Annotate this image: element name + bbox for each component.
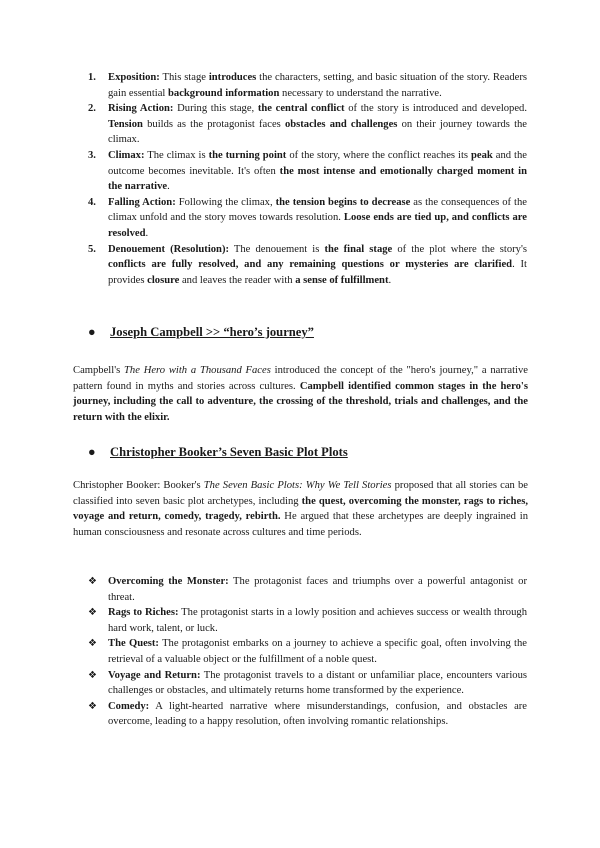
stage-bold-text: Loose ends are tied up, and conflicts are resolved	[108, 212, 527, 239]
stage-text: This stage	[159, 72, 209, 83]
stage-text: and the outcome becomes inevitable. It's often	[108, 149, 527, 177]
booker-heading	[88, 444, 348, 460]
stage-number: 2.	[88, 103, 96, 115]
stage-text: of the story is introduced and developed.	[344, 103, 528, 115]
plot-description: The protagonist faces and triumphs over a powerful antagonist or threat.	[108, 576, 527, 603]
plot-description: The protagonist starts in a lowly position and achieves success or wealth through hard work, talent, or luck.	[108, 607, 527, 634]
stage-text: The climax is	[144, 149, 209, 161]
stage-title: Rising Action:	[108, 103, 174, 115]
stage-text: necessary to understand the narrative.	[279, 87, 442, 99]
stage-text: on their journey towards the climax.	[108, 118, 528, 146]
stage-bold-text: the final stage	[324, 243, 393, 255]
plot-description: The protagonist travels to a distant or unfamiliar place, encounters various challenges or obstacles, and ultimately returns home transformed by the experience.	[108, 669, 527, 697]
bullet-icon: ●	[88, 325, 96, 339]
stage-text: and leaves the reader with	[179, 274, 296, 286]
stage-bold-text: a sense of fulfillment	[295, 274, 389, 286]
campbell-paragraph	[73, 363, 528, 425]
stage-bold-text: the turning point	[208, 149, 287, 161]
campbell-heading	[88, 324, 314, 340]
stage-item	[86, 70, 527, 101]
stage-text: . It provides	[108, 259, 527, 286]
campbell-heading-text: Joseph Campbell >> “hero’s journey”	[110, 325, 314, 339]
plot-item	[86, 699, 527, 730]
stage-item	[86, 101, 527, 148]
campbell-bold-text: Campbell identified common stages in the hero's journey, including the call to adventure, the crossing of the threshold, trials and challenges, and the return with the elixir.	[73, 380, 528, 423]
stage-text: Following the climax,	[175, 196, 276, 208]
booker-text: He argued that these archetypes are deeply ingrained in human consciousness and resonate across cultures and time periods.	[73, 511, 528, 538]
stage-title: Climax:	[108, 149, 145, 161]
stage-text: as the consequences of the climax unfold and the story moves towards resolution.	[108, 196, 527, 224]
plot-item	[86, 636, 527, 667]
stage-text: .	[145, 227, 149, 239]
stage-number: 1.	[88, 72, 96, 83]
stage-text: builds as the protagonist faces	[142, 118, 285, 130]
diamond-bullet-icon: ❖	[88, 700, 97, 712]
stage-bold-text: the most intense and emotionally charged moment in the narrative	[108, 165, 527, 193]
plot-item	[86, 574, 527, 605]
stage-number: 5.	[88, 243, 96, 255]
bullet-icon: ●	[88, 445, 96, 459]
plot-title: Overcoming the Monster:	[108, 576, 229, 587]
stage-item	[86, 148, 527, 195]
stage-text: .	[167, 181, 170, 193]
stage-title: Denouement (Resolution):	[108, 243, 230, 255]
booker-text: proposed that all stories can be classified into seven basic plot archetypes, including	[73, 480, 528, 507]
diamond-bullet-icon: ❖	[88, 638, 97, 650]
stage-bold-text: background information	[168, 87, 280, 99]
plot-item	[86, 668, 527, 699]
stage-bold-text: closure	[147, 274, 180, 286]
plot-title: The Quest:	[108, 638, 159, 650]
plot-description: The protagonist embarks on a journey to achieve a specific goal, often involving the retrieval of a valuable object or the fulfillment of a noble quest.	[108, 638, 527, 665]
plot-title: Rags to Riches:	[108, 607, 179, 619]
plot-stages-list	[86, 70, 527, 288]
stage-bold-text: introduces	[208, 72, 257, 83]
stage-item	[86, 195, 527, 242]
diamond-bullet-icon: ❖	[88, 669, 97, 681]
plot-title: Voyage and Return:	[108, 669, 201, 681]
stage-text: During this stage,	[173, 103, 258, 115]
stage-bold-text: conflicts are fully resolved, and any remaining questions or mysteries are clarified	[108, 259, 513, 271]
booker-text: Christopher Booker: Booker's	[73, 480, 204, 491]
plot-title: Comedy:	[108, 700, 150, 712]
plot-item	[86, 605, 527, 636]
stage-bold-text: obstacles and challenges	[284, 118, 398, 130]
campbell-text: introduced the concept of the "hero's journey," a narrative pattern found in myths and stories across cultures.	[73, 365, 528, 392]
stage-text: of the story, where the conflict reaches its	[286, 149, 471, 161]
basic-plots-list	[86, 574, 527, 730]
stage-text: The denouement is	[229, 243, 325, 255]
booker-bold-text: the quest, overcoming the monster, rags to riches, voyage and return, comedy, tragedy, rebirth.	[73, 495, 528, 523]
diamond-bullet-icon: ❖	[88, 607, 97, 619]
stage-number: 4.	[88, 196, 96, 208]
booker-heading-text: Christopher Booker’s Seven Basic Plot Plots	[110, 445, 348, 459]
stage-bold-text: peak	[470, 149, 493, 161]
stage-item	[86, 242, 527, 289]
booker-paragraph	[73, 478, 528, 540]
stage-text: .	[388, 274, 392, 286]
campbell-italic-title: The Hero with a Thousand Faces	[124, 365, 271, 376]
campbell-text: Campbell's	[73, 365, 125, 376]
stage-text: the characters, setting, and basic situation of the story. Readers gain essential	[108, 72, 527, 99]
plot-description: A light-hearted narrative where misunderstandings, confusion, and obstacles are overcome, leading to a happy resolution, often involving romantic relationships.	[108, 700, 527, 728]
stage-title: Exposition:	[108, 72, 160, 83]
diamond-bullet-icon: ❖	[88, 576, 97, 587]
stage-bold-text: the tension begins to decrease	[275, 196, 411, 208]
stage-number: 3.	[88, 149, 96, 161]
stage-title: Falling Action:	[108, 196, 176, 208]
stage-text: of the plot where the story's	[392, 243, 527, 255]
stage-bold-text: Tension	[108, 118, 143, 130]
booker-italic-title: The Seven Basic Plots: Why We Tell Stories	[203, 480, 392, 491]
stage-bold-text: the central conflict	[257, 103, 345, 115]
